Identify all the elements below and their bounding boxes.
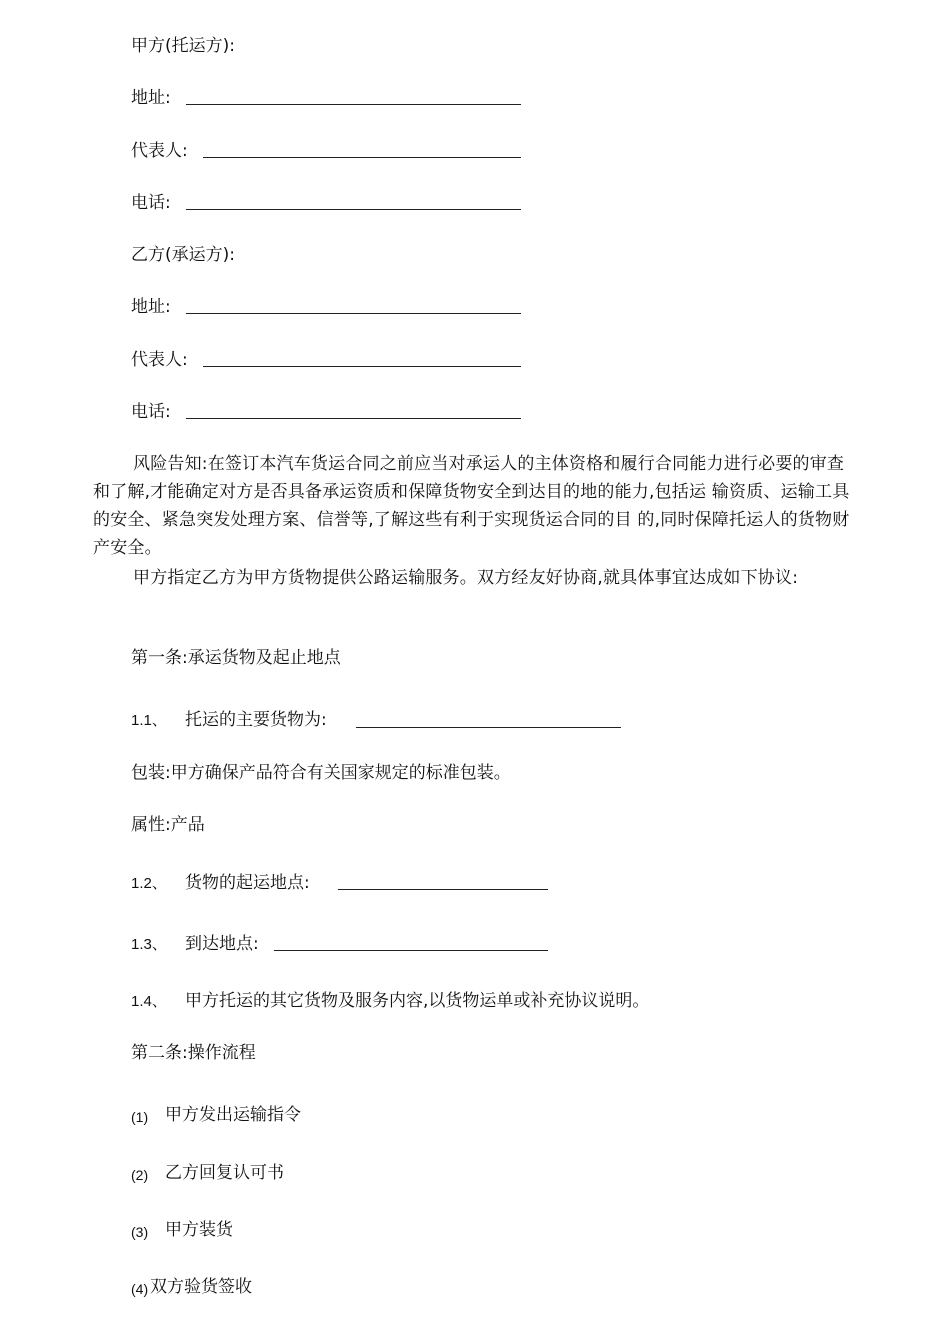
origin-field[interactable] bbox=[338, 889, 548, 890]
step-4-text: 双方验货签收 bbox=[150, 1277, 252, 1297]
party-b-rep-field[interactable] bbox=[203, 366, 521, 367]
step-2-number: (2) bbox=[131, 1167, 149, 1183]
party-a-rep-field[interactable] bbox=[203, 157, 521, 158]
party-a-address-label: 地址: bbox=[131, 88, 171, 108]
step-1-text: 甲方发出运输指令 bbox=[165, 1105, 301, 1125]
intro-text: 甲方指定乙方为甲方货物提供公路运输服务。双方经友好协商,就具体事宜达成如下协议: bbox=[133, 568, 799, 588]
step-3-text: 甲方装货 bbox=[165, 1220, 233, 1240]
article-1-title: 第一条:承运货物及起止地点 bbox=[131, 648, 341, 668]
item-1-1-number: 1.1、 bbox=[131, 712, 167, 729]
party-b-heading: 乙方(承运方): bbox=[131, 245, 235, 265]
item-1-1-text: 托运的主要货物为: bbox=[185, 710, 327, 730]
party-a-address-field[interactable] bbox=[186, 104, 521, 105]
risk-notice-text: 风险告知:在签订本汽车货运合同之前应当对承运人的主体资格和履行合同能力进行必要的审查和了解,才能确定对方是否具备承运资质和保障货物安全到达目的地的能力,包括运 输资质、运输工具的安全、紧急突发处理方案、信誉等,了解这些有利于实现货运合同的目 的,同时保障托运人的货物财产安全。 bbox=[93, 454, 850, 558]
party-a-phone-field[interactable] bbox=[186, 209, 521, 210]
packaging-text: 包装:甲方确保产品符合有关国家规定的标准包装。 bbox=[131, 763, 511, 783]
article-2-title: 第二条:操作流程 bbox=[131, 1043, 256, 1063]
item-1-3-text: 到达地点: bbox=[185, 934, 259, 954]
party-b-address-field[interactable] bbox=[186, 313, 521, 314]
party-a-heading: 甲方(托运方): bbox=[131, 36, 235, 56]
party-b-rep-label: 代表人: bbox=[131, 350, 188, 370]
intro-paragraph bbox=[93, 564, 855, 592]
item-1-2-text: 货物的起运地点: bbox=[185, 873, 310, 893]
item-1-2-number: 1.2、 bbox=[131, 875, 167, 892]
main-goods-field[interactable] bbox=[356, 727, 621, 728]
party-b-address-label: 地址: bbox=[131, 297, 171, 317]
risk-notice-paragraph bbox=[93, 450, 855, 562]
item-1-4-text: 甲方托运的其它货物及服务内容,以货物运单或补充协议说明。 bbox=[185, 991, 650, 1011]
item-1-3-number: 1.3、 bbox=[131, 936, 167, 953]
party-b-phone-field[interactable] bbox=[186, 418, 521, 419]
step-3-number: (3) bbox=[131, 1224, 149, 1240]
destination-field[interactable] bbox=[274, 950, 548, 951]
party-a-phone-label: 电话: bbox=[131, 193, 171, 213]
item-1-4-number: 1.4、 bbox=[131, 993, 167, 1010]
attribute-text: 属性:产品 bbox=[131, 815, 205, 835]
step-1-number: (1) bbox=[131, 1109, 149, 1125]
party-b-phone-label: 电话: bbox=[131, 402, 171, 422]
step-2-text: 乙方回复认可书 bbox=[165, 1163, 284, 1183]
step-4-number: (4) bbox=[131, 1281, 149, 1297]
party-a-rep-label: 代表人: bbox=[131, 141, 188, 161]
